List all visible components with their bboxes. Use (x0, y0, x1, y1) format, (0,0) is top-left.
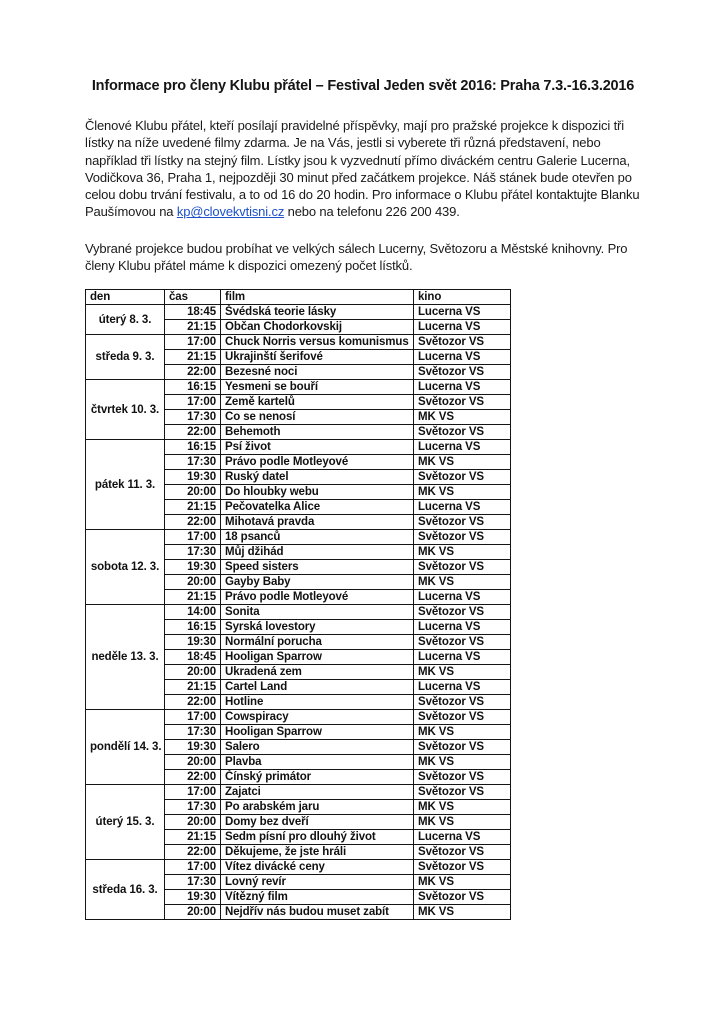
time-cell: 18:45 (165, 305, 221, 320)
film-cell: Švédská teorie lásky (221, 305, 414, 320)
film-cell: Sonita (221, 605, 414, 620)
day-cell: sobota 12. 3. (86, 530, 165, 605)
column-header-kino: kino (414, 290, 511, 305)
header-row (86, 290, 511, 305)
email-link[interactable]: kp@clovekvtisni.cz (176, 204, 285, 220)
time-cell: 17:00 (165, 335, 221, 350)
time-cell: 16:15 (165, 440, 221, 455)
film-cell: Právo podle Motleyové (221, 590, 414, 605)
kino-cell: MK VS (414, 905, 511, 920)
time-cell: 17:00 (165, 710, 221, 725)
kino-cell: Světozor VS (414, 710, 511, 725)
film-cell: Čínský primátor (221, 770, 414, 785)
time-cell: 17:30 (165, 455, 221, 470)
kino-cell: Světozor VS (414, 470, 511, 485)
kino-cell: Lucerna VS (414, 650, 511, 665)
kino-cell: Světozor VS (414, 335, 511, 350)
note-paragraph: Vybrané projekce budou probíhat ve velkých sálech Lucerny, Světozoru a Městské knihovny. Pro členy Klubu přátel máme k dispozici omezený počet lístků. (85, 240, 628, 274)
film-cell: Mihotavá pravda (221, 515, 414, 530)
kino-cell: MK VS (414, 755, 511, 770)
film-cell: Ukradená zem (221, 665, 414, 680)
film-cell: Salero (221, 740, 414, 755)
time-cell: 21:15 (165, 680, 221, 695)
film-cell: Hotline (221, 695, 414, 710)
time-cell: 21:15 (165, 500, 221, 515)
kino-cell: Světozor VS (414, 695, 511, 710)
time-cell: 21:15 (165, 830, 221, 845)
kino-cell: Světozor VS (414, 890, 511, 905)
kino-cell: Lucerna VS (414, 590, 511, 605)
time-cell: 22:00 (165, 515, 221, 530)
day-cell: úterý 8. 3. (86, 305, 165, 335)
film-cell: Můj džihád (221, 545, 414, 560)
film-cell: Nejdřív nás budou muset zabít (221, 905, 414, 920)
time-cell: 21:15 (165, 590, 221, 605)
time-cell: 21:15 (165, 350, 221, 365)
time-cell: 22:00 (165, 365, 221, 380)
time-cell: 19:30 (165, 890, 221, 905)
day-cell: pátek 11. 3. (86, 440, 165, 530)
kino-cell: MK VS (414, 455, 511, 470)
kino-cell: MK VS (414, 725, 511, 740)
time-cell: 20:00 (165, 815, 221, 830)
film-cell: Plavba (221, 755, 414, 770)
column-header-den: den (86, 290, 165, 305)
time-cell: 19:30 (165, 635, 221, 650)
time-cell: 19:30 (165, 740, 221, 755)
film-cell: Domy bez dveří (221, 815, 414, 830)
kino-cell: Světozor VS (414, 740, 511, 755)
time-cell: 17:00 (165, 530, 221, 545)
time-cell: 17:30 (165, 800, 221, 815)
time-cell: 17:00 (165, 860, 221, 875)
schedule-table-body (86, 305, 511, 920)
film-cell: 18 psanců (221, 530, 414, 545)
film-cell: Bezesné noci (221, 365, 414, 380)
film-cell: Ruský datel (221, 470, 414, 485)
film-cell: Hooligan Sparrow (221, 725, 414, 740)
kino-cell: MK VS (414, 665, 511, 680)
film-cell: Ukrajinští šerifové (221, 350, 414, 365)
column-header-cas: čas (165, 290, 221, 305)
page-title: Informace pro členy Klubu přátel – Festival Jeden svět 2016: Praha 7.3.-16.3.2016 (91, 78, 635, 94)
schedule-row (86, 305, 511, 320)
kino-cell: Lucerna VS (414, 320, 511, 335)
film-cell: Po arabském jaru (221, 800, 414, 815)
kino-cell: Světozor VS (414, 605, 511, 620)
film-cell: Sedm písní pro dlouhý život (221, 830, 414, 845)
kino-cell: MK VS (414, 575, 511, 590)
kino-cell: Lucerna VS (414, 350, 511, 365)
kino-cell: Světozor VS (414, 785, 511, 800)
film-cell: Psí život (221, 440, 414, 455)
kino-cell: MK VS (414, 410, 511, 425)
kino-cell: Lucerna VS (414, 500, 511, 515)
time-cell: 16:15 (165, 380, 221, 395)
time-cell: 17:00 (165, 395, 221, 410)
time-cell: 22:00 (165, 695, 221, 710)
film-cell: Vítez divácké ceny (221, 860, 414, 875)
kino-cell: Lucerna VS (414, 380, 511, 395)
film-cell: Země kartelů (221, 395, 414, 410)
day-cell: neděle 13. 3. (86, 605, 165, 710)
kino-cell: Lucerna VS (414, 305, 511, 320)
time-cell: 20:00 (165, 665, 221, 680)
film-cell: Vítězný film (221, 890, 414, 905)
film-cell: Yesmeni se bouří (221, 380, 414, 395)
kino-cell: MK VS (414, 485, 511, 500)
day-cell: pondělí 14. 3. (86, 710, 165, 785)
film-cell: Lovný revír (221, 875, 414, 890)
kino-cell: MK VS (414, 815, 511, 830)
kino-cell: Světozor VS (414, 395, 511, 410)
kino-cell: MK VS (414, 800, 511, 815)
time-cell: 17:30 (165, 545, 221, 560)
day-cell: úterý 15. 3. (86, 785, 165, 860)
schedule-row (86, 530, 511, 545)
time-cell: 21:15 (165, 320, 221, 335)
schedule-table (85, 289, 511, 920)
schedule-row (86, 860, 511, 875)
time-cell: 20:00 (165, 575, 221, 590)
time-cell: 20:00 (165, 485, 221, 500)
kino-cell: Lucerna VS (414, 830, 511, 845)
film-cell: Chuck Norris versus komunismus (221, 335, 414, 350)
day-cell: čtvrtek 10. 3. (86, 380, 165, 440)
kino-cell: Světozor VS (414, 845, 511, 860)
time-cell: 17:30 (165, 875, 221, 890)
film-cell: Děkujeme, že jste hráli (221, 845, 414, 860)
film-cell: Normální porucha (221, 635, 414, 650)
kino-cell: MK VS (414, 545, 511, 560)
film-cell: Cowspiracy (221, 710, 414, 725)
film-cell: Občan Chodorkovskij (221, 320, 414, 335)
film-cell: Syrská lovestory (221, 620, 414, 635)
time-cell: 14:00 (165, 605, 221, 620)
schedule-row (86, 440, 511, 455)
film-cell: Gayby Baby (221, 575, 414, 590)
kino-cell: Lucerna VS (414, 680, 511, 695)
schedule-table-head (86, 290, 511, 305)
film-cell: Zajatci (221, 785, 414, 800)
kino-cell: Lucerna VS (414, 620, 511, 635)
day-cell: středa 9. 3. (86, 335, 165, 380)
film-cell: Behemoth (221, 425, 414, 440)
schedule-row (86, 335, 511, 350)
time-cell: 17:30 (165, 725, 221, 740)
film-cell: Pečovatelka Alice (221, 500, 414, 515)
kino-cell: Světozor VS (414, 635, 511, 650)
time-cell: 19:30 (165, 470, 221, 485)
intro-paragraph (85, 117, 641, 221)
schedule-row (86, 380, 511, 395)
time-cell: 17:30 (165, 410, 221, 425)
intro-text-before-link: Členové Klubu přátel, kteří posílají pravidelné příspěvky, mají pro pražské projekce k dispozici tři lístky na níže uvedené filmy zdarma. Je na Vás, jestli si vyberete tři různá představení, nebo například tři lístky na stejný film. Lístky jsou k vyzvednutí přímo diváckém centru Galerie Lucerna, Vodičkova 36, Praha 1, nejpozději 30 minut před začátkem projekce. Náš stánek bude otevřen po celou dobu trvání festivalu, a to od 16 do 20 hodin. Pro informace o Klubu přátel kontaktujte Blanku Paušímovou na (85, 118, 640, 220)
film-cell: Hooligan Sparrow (221, 650, 414, 665)
film-cell: Speed sisters (221, 560, 414, 575)
time-cell: 22:00 (165, 425, 221, 440)
time-cell: 22:00 (165, 845, 221, 860)
time-cell: 19:30 (165, 560, 221, 575)
kino-cell: Světozor VS (414, 560, 511, 575)
time-cell: 20:00 (165, 755, 221, 770)
kino-cell: Světozor VS (414, 530, 511, 545)
film-cell: Právo podle Motleyové (221, 455, 414, 470)
schedule-row (86, 710, 511, 725)
time-cell: 22:00 (165, 770, 221, 785)
film-cell: Co se nenosí (221, 410, 414, 425)
day-cell: středa 16. 3. (86, 860, 165, 920)
time-cell: 18:45 (165, 650, 221, 665)
intro-text-after-link: nebo na telefonu 226 200 439. (284, 204, 460, 220)
film-cell: Cartel Land (221, 680, 414, 695)
kino-cell: Světozor VS (414, 515, 511, 530)
kino-cell: Světozor VS (414, 770, 511, 785)
kino-cell: Světozor VS (414, 860, 511, 875)
kino-cell: Lucerna VS (414, 440, 511, 455)
film-cell: Do hloubky webu (221, 485, 414, 500)
schedule-row (86, 785, 511, 800)
time-cell: 17:00 (165, 785, 221, 800)
column-header-film: film (221, 290, 414, 305)
kino-cell: Světozor VS (414, 425, 511, 440)
schedule-row (86, 605, 511, 620)
time-cell: 20:00 (165, 905, 221, 920)
kino-cell: MK VS (414, 875, 511, 890)
time-cell: 16:15 (165, 620, 221, 635)
kino-cell: Světozor VS (414, 365, 511, 380)
